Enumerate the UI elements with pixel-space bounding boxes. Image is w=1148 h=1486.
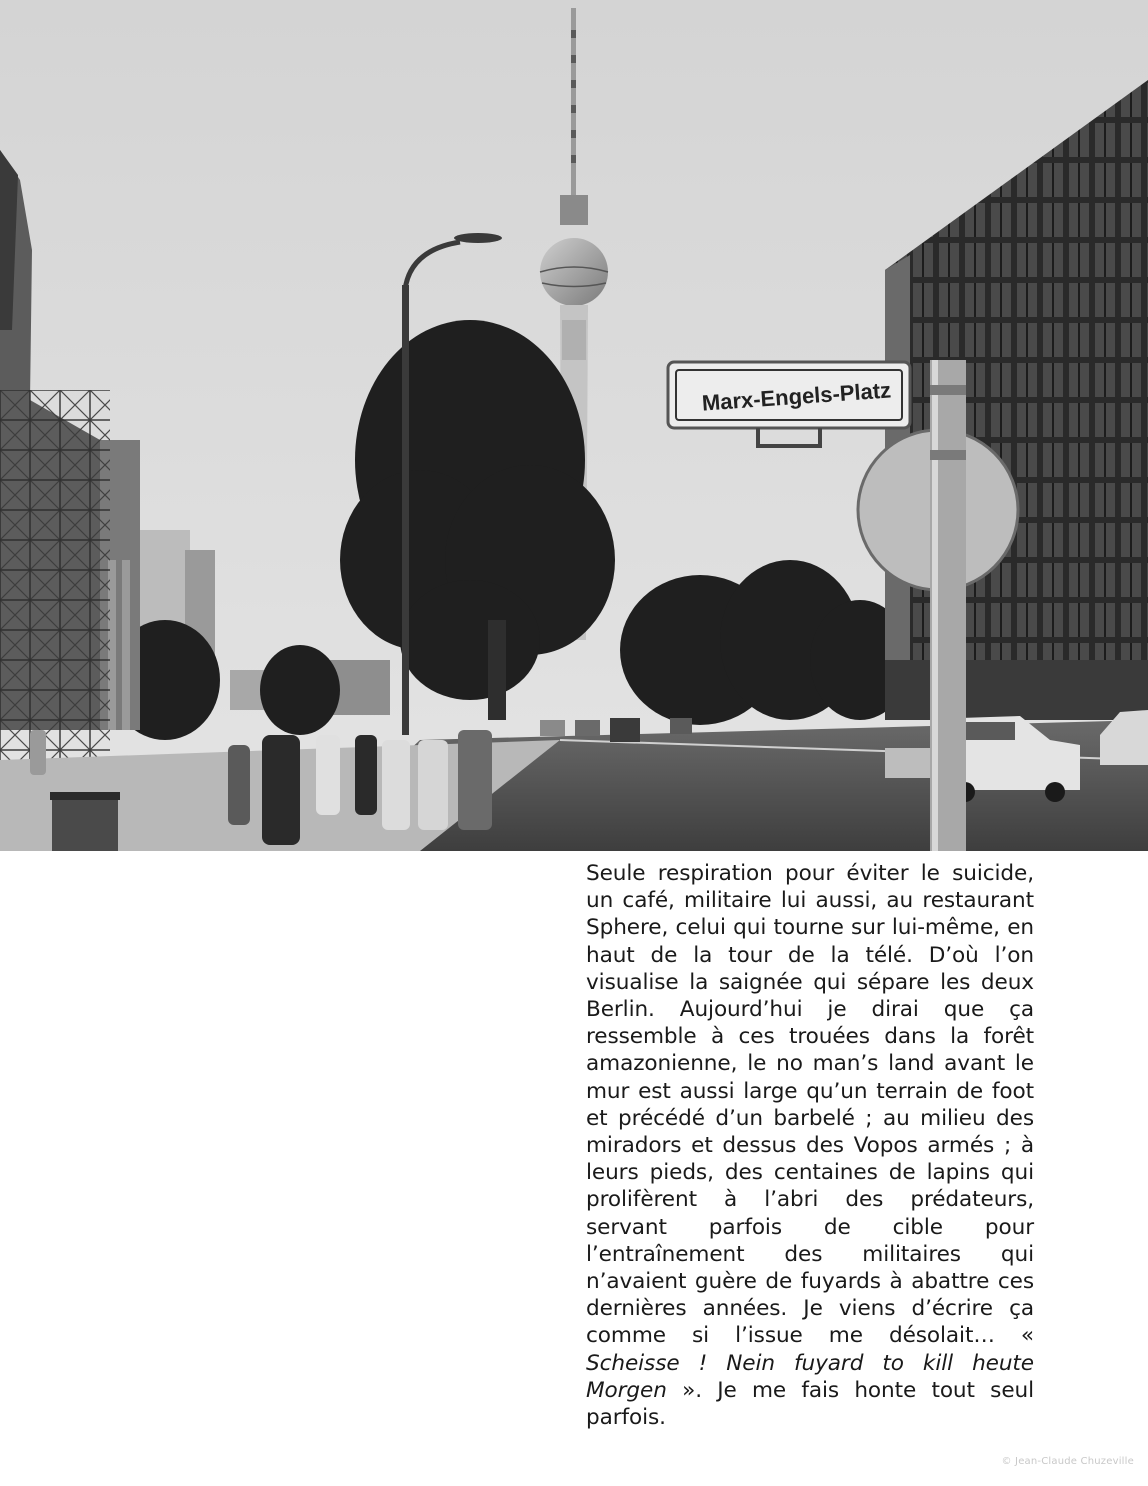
article-body [586, 860, 1034, 1431]
street-sign-text: Marx-Engels-Platz [701, 377, 892, 416]
copyright-notice: © Jean-Claude Chuzeville [1001, 1456, 1134, 1467]
article-quote: Scheisse ! Nein fuyard to kill heute Morgen [586, 1350, 1034, 1403]
article-text-part1: Seule respiration pour éviter le suicide, un café, militaire lui aussi, au restaurant Sphere, celui qui tourne sur lui-même, en haut de la tour de la télé. D’où l’on visualise la saignée qui sépare les deux Berlin. Aujourd’hui je dirai que ça ressemble à ces trouées dans la forêt amazonienne, le no man’s land avant le mur est aussi large qu’un terrain de foot et précédé d’un barbelé ; au milieu des miradors et dessus des Vopos armés ; à leurs pieds, des centaines de lapins qui prolifèrent à l’abri des prédateurs, servant parfois de cible pour l’entraînement des militaires qui n’avaient guère de fuyards à abattre ces dernières années. Je viens d’écrire ça comme si l’issue me désolait… « [586, 861, 1034, 1349]
trash-bin [52, 795, 118, 851]
article-text-part2: ». Je me fais honte tout seul parfois. [586, 1377, 1034, 1431]
